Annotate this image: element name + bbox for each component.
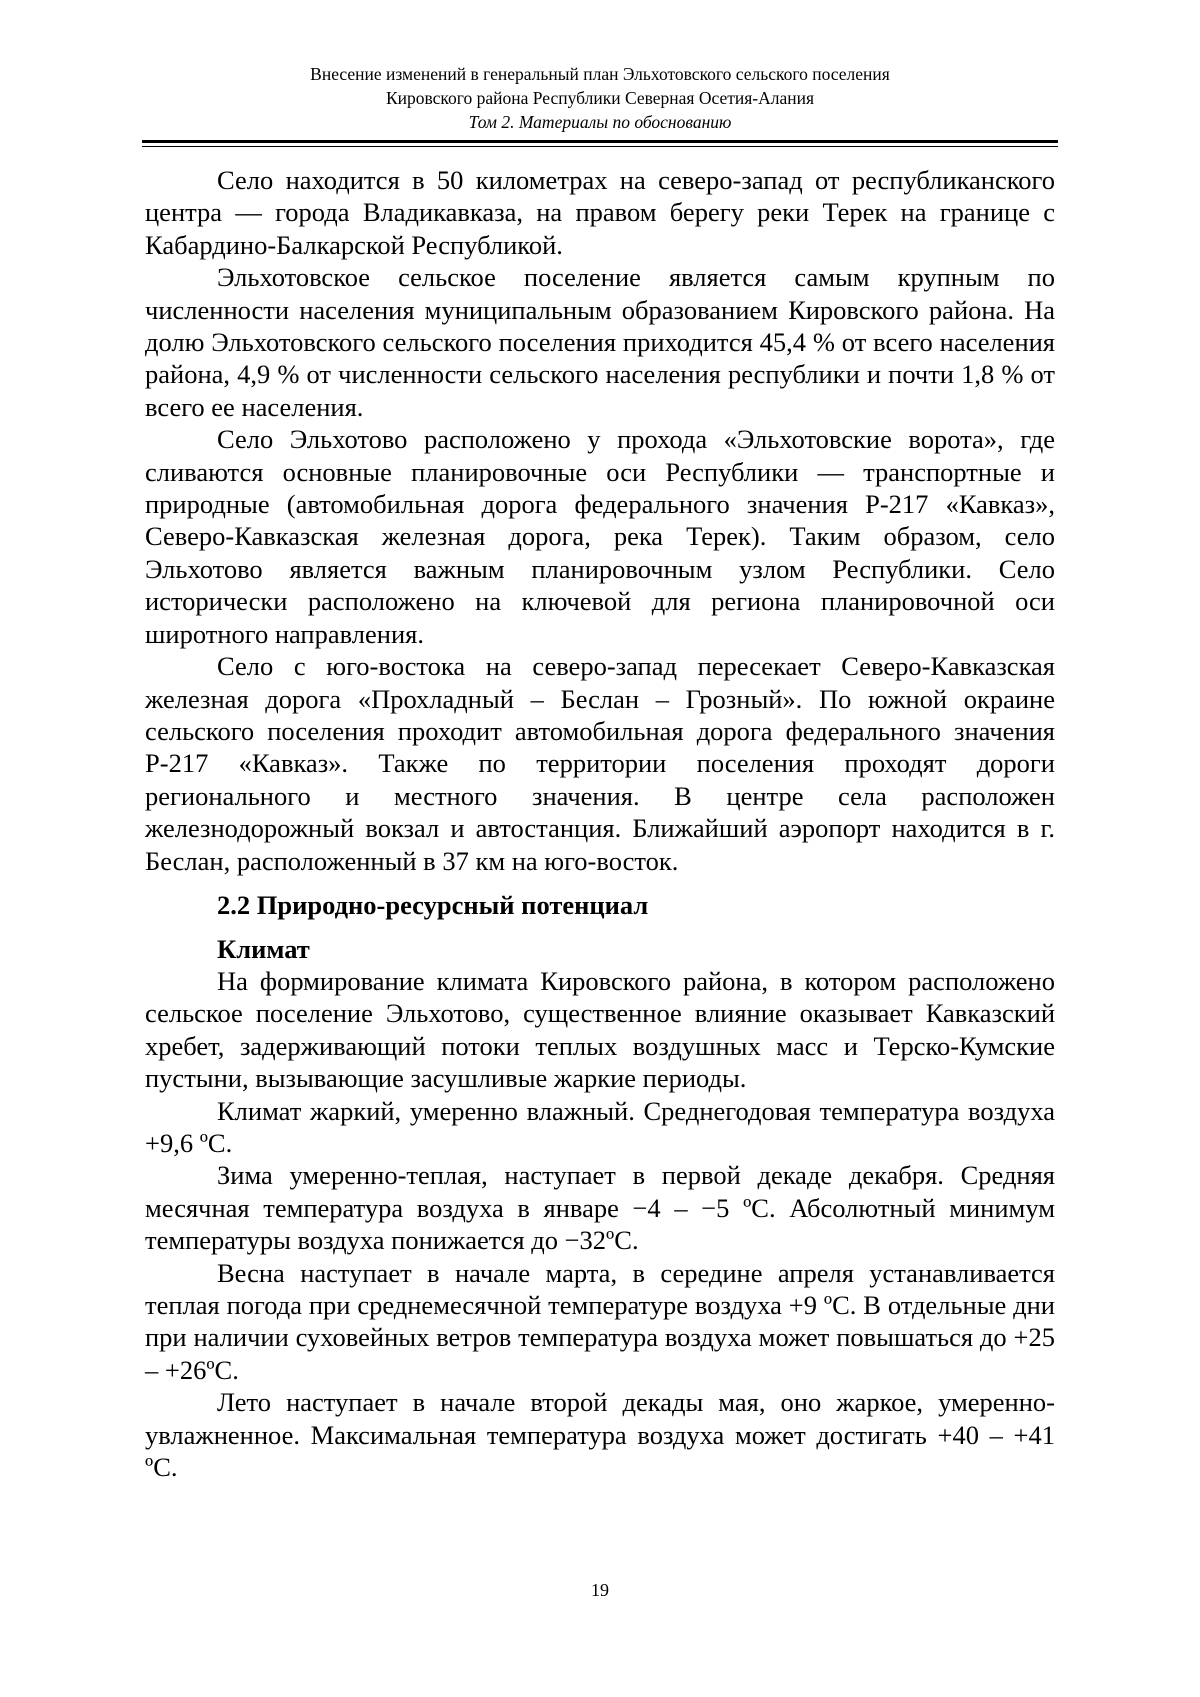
paragraph: Село находится в 50 километрах на северо-запад от республиканского центра — города Владикавказа, на правом берегу реки Терек на границе с Кабардино-Балкарской Республикой. [145, 165, 1055, 260]
section-heading: 2.2 Природно-ресурсный потенциал [217, 889, 649, 920]
paragraph: Лето наступает в начале второй декады мая, оно жаркое, умеренно-увлажненное. Максимальная температура воздуха может достигать +40 – +41 ºС. [145, 1387, 1055, 1483]
paragraph: Село с юго-востока на северо-запад пересекает Северо-Кавказская железная дорога «Прохладный – Беслан – Грозный». По южной окраине сельского поселения проходит автомобильная дорога федерального значения Р-217 «Кавказ». Также по территории поселения проходят дороги регионального и местного значения. В центре села расположен железнодорожный вокзал и автостанция. Ближайший аэропорт находится в г. Беслан, расположенный в 37 км на юго-восток. [145, 651, 1055, 876]
paragraph: На формирование климата Кировского района, в котором расположено сельское поселение Эльхотово, существенное влияние оказывает Кавказский хребет, задерживающий потоки теплых воздушных масс и Терско-Кумские пустыни, вызывающие засушливые жаркие периоды. [145, 965, 1055, 1094]
paragraph: Весна наступает в начале марта, в середине апреля устанавливается теплая погода при среднемесячной температуре воздуха +9 ºС. В отдельные дни при наличии суховейных ветров температура воздуха может повышаться до +25 – +26ºС. [145, 1257, 1055, 1385]
header-rule-thin [142, 146, 1058, 147]
paragraph: Эльхотовское сельское поселение является самым крупным по численности населения муниципальным образованием Кировского района. На долю Эльхотовского сельского поселения приходится 45,4 % от всего населения района, 4,9 % от численности сельского населения республики и почти 1,8 % от всего ее населения. [145, 262, 1055, 422]
header-volume-line: Том 2. Материалы по обоснованию [468, 112, 732, 132]
subsection-heading: Климат [217, 933, 310, 964]
page-header [142, 62, 1058, 134]
header-title-line-1: Внесение изменений в генеральный план Эльхотовского сельского поселения [310, 64, 890, 84]
paragraph: Зима умеренно-теплая, наступает в первой декаде декабря. Средняя месячная температура воздуха в январе −4 – −5 ºС. Абсолютный минимум температуры воздуха понижается до −32ºС. [145, 1160, 1055, 1256]
page-number: 19 [591, 1580, 609, 1600]
header-rule-thick [142, 140, 1058, 143]
header-title-line-2: Кировского района Республики Северная Осетия-Алания [385, 88, 815, 108]
document-body [145, 164, 1055, 1483]
paragraph: Климат жаркий, умеренно влажный. Среднегодовая температура воздуха +9,6 ºС. [145, 1095, 1055, 1158]
paragraph: Село Эльхотово расположено у прохода «Эльхотовские ворота», где сливаются основные планировочные оси Республики — транспортные и природные (автомобильная дорога федерального значения Р-217 «Кавказ», Северо-Кавказская железная дорога, река Терек). Таким образом, село Эльхотово является важным планировочным узлом Республики. Село исторически расположено на ключевой для региона планировочной оси широтного направления. [145, 424, 1055, 649]
